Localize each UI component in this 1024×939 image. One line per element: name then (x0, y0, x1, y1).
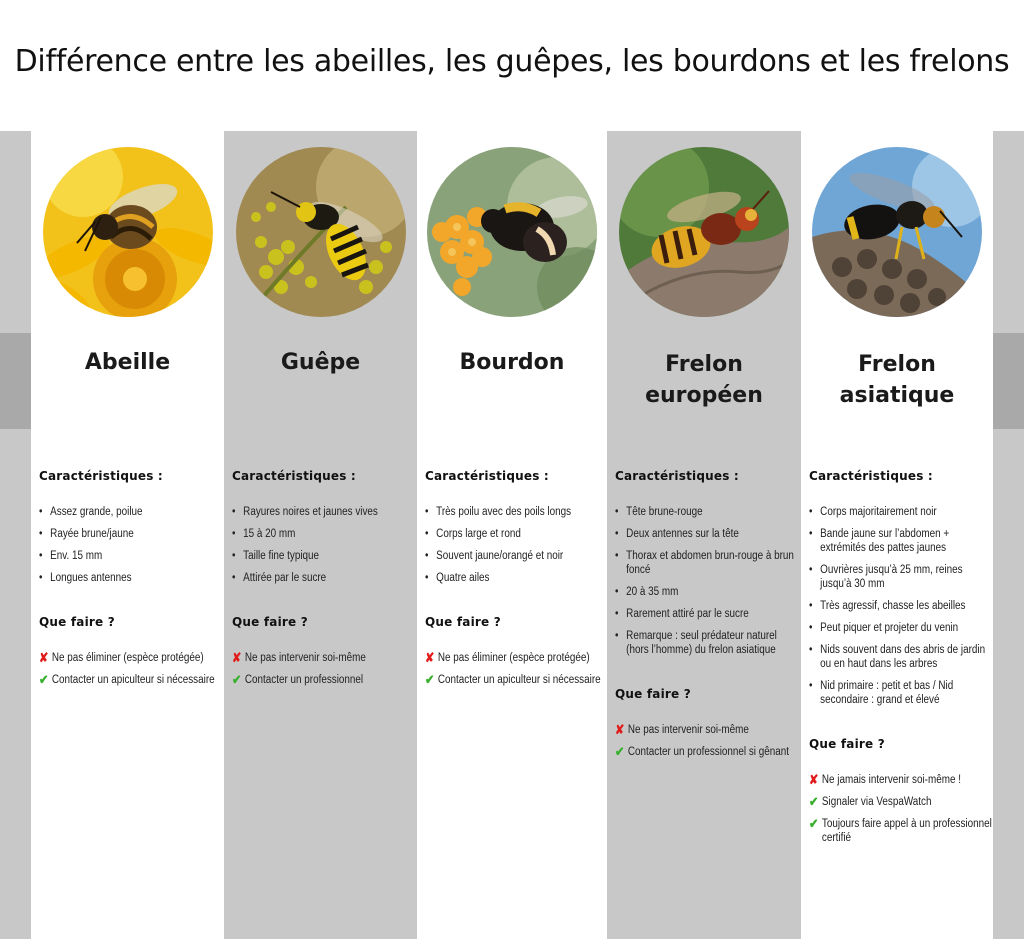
column-frelon-europeen (607, 131, 801, 939)
comparison-table (0, 131, 1024, 939)
column-bourdon (417, 131, 607, 939)
action-item: ✘ Ne jamais intervenir soi-même ! (809, 772, 961, 787)
species-name: Abeille (84, 350, 171, 375)
action-item: ✘ Ne pas intervenir soi-même (615, 722, 749, 737)
list-item: • 20 à 35 mm (615, 585, 801, 599)
characteristics-heading: Caractéristiques : (615, 469, 739, 483)
honeybee-photo (43, 147, 213, 317)
characteristics-heading: Caractéristiques : (809, 469, 933, 483)
column-abeille (31, 131, 224, 939)
list-item: • Très poilu avec des poils longs (425, 505, 611, 519)
european-hornet-photo (619, 147, 789, 317)
actions-list (615, 723, 797, 759)
list-item: • Très agressif, chasse les abeilles (809, 599, 995, 613)
list-item: • Corps large et rond (425, 527, 611, 541)
right-margin-stripe (993, 131, 1024, 939)
list-item: • Rayures noires et jaunes vives (232, 505, 418, 519)
list-item: • Ouvrières jusqu’à 25 mm, reines jusqu’à 30 mm (809, 563, 995, 591)
info-abeille (39, 469, 221, 695)
actions-list (39, 651, 221, 687)
action-item: ✔ Toujours faire appel à un professionnel certifié (809, 816, 992, 844)
action-item: ✔ Contacter un professionnel si gênant (615, 744, 790, 759)
action-item: ✔ Signaler via VespaWatch (809, 794, 932, 809)
characteristics-list (39, 505, 221, 585)
check-icon: ✔ (39, 672, 49, 687)
list-item: • Rarement attiré par le sucre (615, 607, 801, 621)
characteristics-list (425, 505, 607, 585)
actions-heading: Que faire ? (425, 615, 501, 629)
actions-heading: Que faire ? (39, 615, 115, 629)
page-title: Différence entre les abeilles, les guêpes, les bourdons et les frelons (14, 44, 1010, 79)
list-item: • Longues antennes (39, 571, 225, 585)
list-item: • Taille fine typique (232, 549, 418, 563)
column-frelon-asiatique (801, 131, 993, 939)
left-margin-stripe (0, 131, 31, 939)
list-item: • Deux antennes sur la tête (615, 527, 801, 541)
cross-icon: ✘ (809, 772, 819, 787)
check-icon: ✔ (809, 816, 819, 831)
check-icon: ✔ (425, 672, 435, 687)
action-item: ✔ Contacter un professionnel (232, 672, 364, 687)
action-item: ✔ Contacter un apiculteur si nécessaire (39, 672, 215, 687)
characteristics-heading: Caractéristiques : (232, 469, 356, 483)
list-item: • Quatre ailes (425, 571, 611, 585)
characteristics-list (809, 505, 991, 707)
asian-hornet-photo (812, 147, 982, 317)
list-item: • Thorax et abdomen brun-rouge à brun foncé (615, 549, 801, 577)
list-item: • Nids souvent dans des abris de jardin ou en haut dans les arbres (809, 643, 995, 671)
list-item: • Env. 15 mm (39, 549, 225, 563)
actions-heading: Que faire ? (809, 737, 885, 751)
list-item: • Remarque : seul prédateur naturel (hors l’homme) du frelon asiatique (615, 629, 801, 657)
action-item: ✔ Contacter un apiculteur si nécessaire (425, 672, 601, 687)
cross-icon: ✘ (39, 650, 49, 665)
list-item: • Peut piquer et projeter du venin (809, 621, 995, 635)
characteristics-heading: Caractéristiques : (425, 469, 549, 483)
species-name: Bourdon (459, 350, 565, 375)
list-item: • 15 à 20 mm (232, 527, 418, 541)
info-guepe (232, 469, 414, 695)
action-item: ✘ Ne pas éliminer (espèce protégée) (39, 650, 204, 665)
list-item: • Corps majoritairement noir (809, 505, 995, 519)
cross-icon: ✘ (615, 722, 625, 737)
info-bourdon (425, 469, 607, 695)
characteristics-list (232, 505, 414, 585)
check-icon: ✔ (232, 672, 242, 687)
species-name: Frelon asiatique (839, 352, 955, 408)
list-item: • Rayée brune/jaune (39, 527, 225, 541)
cross-icon: ✘ (232, 650, 242, 665)
info-frelon-europeen (615, 469, 797, 767)
characteristics-list (615, 505, 797, 657)
check-icon: ✔ (809, 794, 819, 809)
actions-list (425, 651, 607, 687)
list-item: • Bande jaune sur l’abdomen + extrémités des pattes jaunes (809, 527, 995, 555)
list-item: • Assez grande, poilue (39, 505, 225, 519)
wasp-photo (236, 147, 406, 317)
action-item: ✘ Ne pas intervenir soi-même (232, 650, 366, 665)
list-item: • Nid primaire : petit et bas / Nid secondaire : grand et élevé (809, 679, 995, 707)
cross-icon: ✘ (425, 650, 435, 665)
actions-list (232, 651, 414, 687)
actions-heading: Que faire ? (232, 615, 308, 629)
list-item: • Tête brune-rouge (615, 505, 801, 519)
species-name: Frelon européen (645, 352, 763, 408)
column-guepe (224, 131, 417, 939)
characteristics-heading: Caractéristiques : (39, 469, 163, 483)
species-name: Guêpe (280, 350, 361, 375)
bumblebee-photo (427, 147, 597, 317)
check-icon: ✔ (615, 744, 625, 759)
list-item: • Souvent jaune/orangé et noir (425, 549, 611, 563)
list-item: • Attirée par le sucre (232, 571, 418, 585)
info-frelon-asiatique (809, 469, 991, 853)
action-item: ✘ Ne pas éliminer (espèce protégée) (425, 650, 590, 665)
actions-list (809, 773, 991, 845)
actions-heading: Que faire ? (615, 687, 691, 701)
